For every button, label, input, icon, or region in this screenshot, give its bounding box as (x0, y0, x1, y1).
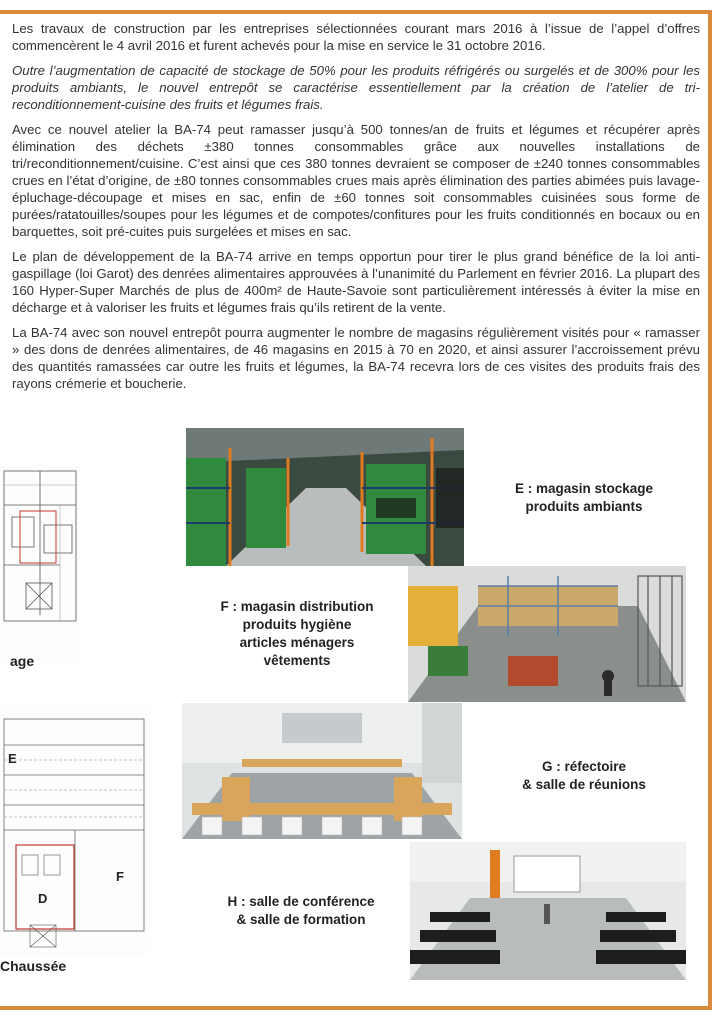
plan-mark-d: D (38, 891, 48, 906)
photo-conference-room (410, 842, 686, 980)
orange-frame-top (0, 10, 710, 14)
caption-h: H : salle de conférence & salle de formation (227, 894, 375, 927)
caption-g: G : réfectoire & salle de réunions (522, 759, 646, 792)
photo-refectory (182, 703, 462, 839)
plan-mark-e: E (8, 751, 17, 766)
orange-frame-right (708, 10, 712, 1010)
paragraph-capacity: Outre l’augmentation de capacité de stockage de 50% pour les produits réfrigérés ou surgelés et de 300% pour les produits ambiants, le nouvel entrepôt se caractérise essentiellement par la création de l’atelier de tri-reconditionnement-cuisine des fruits et légumes frais. (12, 63, 700, 112)
paragraph-loi-garot: Le plan de développement de la BA-74 arrive en temps opportun pour tirer le plus grand bénéfice de la loi anti-gaspillage (loi Garot) des denrées alimentaires approuvées à l’unanimité du Parlement en février 2016. La plupart des 160 Hyper-Super Marchés de plus de 400m² de Haute-Savoie sont particulièrement intéressés à éviter la mise en décharge et à valoriser les fruits et légumes frais qu’ils retirent de la vente. (12, 249, 700, 315)
floor-plan-lower (0, 705, 150, 955)
floor-plan-lower-label: Chaussée (0, 958, 67, 974)
plan-mark-f: F (116, 869, 124, 884)
orange-frame-bottom (0, 1006, 712, 1010)
caption-f: F : magasin distribution produits hygiène articles ménagers vêtements (220, 599, 374, 668)
paragraph-atelier: Avec ce nouvel atelier la BA-74 peut ramasser jusqu’à 500 tonnes/an de fruits et légumes et récupérer après élimination des déchets ±380 tonnes consommables grâce aux nouvelles installations de tri/reconditionnement/cuisine. C’est ainsi que ces 380 tonnes devraient se composer de ±240 tonnes consommables crues en l’état d’origine, de ±80 tonnes consommables crues mais après élimination des parties abimées puis lavage-épluchage-découpage et mises en sac, enfin de ±60 tonnes soit consommables cuisinées sous forme de purées/ratatouilles/soupes pour les légumes et de compotes/confitures pour les fruits conditionnés en bocaux ou en barquettes, soit pré-cuites puis surgelées et mises en sac. (12, 122, 700, 239)
floor-plan-upper-label: age (10, 653, 35, 669)
photo-distribution-store (408, 566, 686, 702)
paragraph-construction: Les travaux de construction par les entreprises sélectionnées courant mars 2016 à l’issue de l’appel d’offres commencèrent le 4 avril 2016 et furent achevés pour la mise en service le 31 octobre 2016. (12, 21, 700, 53)
article-text (12, 20, 700, 400)
photo-warehouse-storage (186, 428, 464, 566)
caption-e: E : magasin stockage produits ambiants (514, 481, 654, 514)
floor-plan-upper (0, 465, 80, 665)
paragraph-magasins: La BA-74 avec son nouvel entrepôt pourra augmenter le nombre de magasins régulièrement visités pour « ramasser » des dons de denrées alimentaires, de 46 magasins en 2015 à 70 en 2020, et ainsi assurer l’accroissement prévu des quantités ramassées car outre les fruits et légumes, la BA-74 recevra lors de ces visites des produits frais des rayons crémerie et boucherie. (12, 325, 700, 391)
